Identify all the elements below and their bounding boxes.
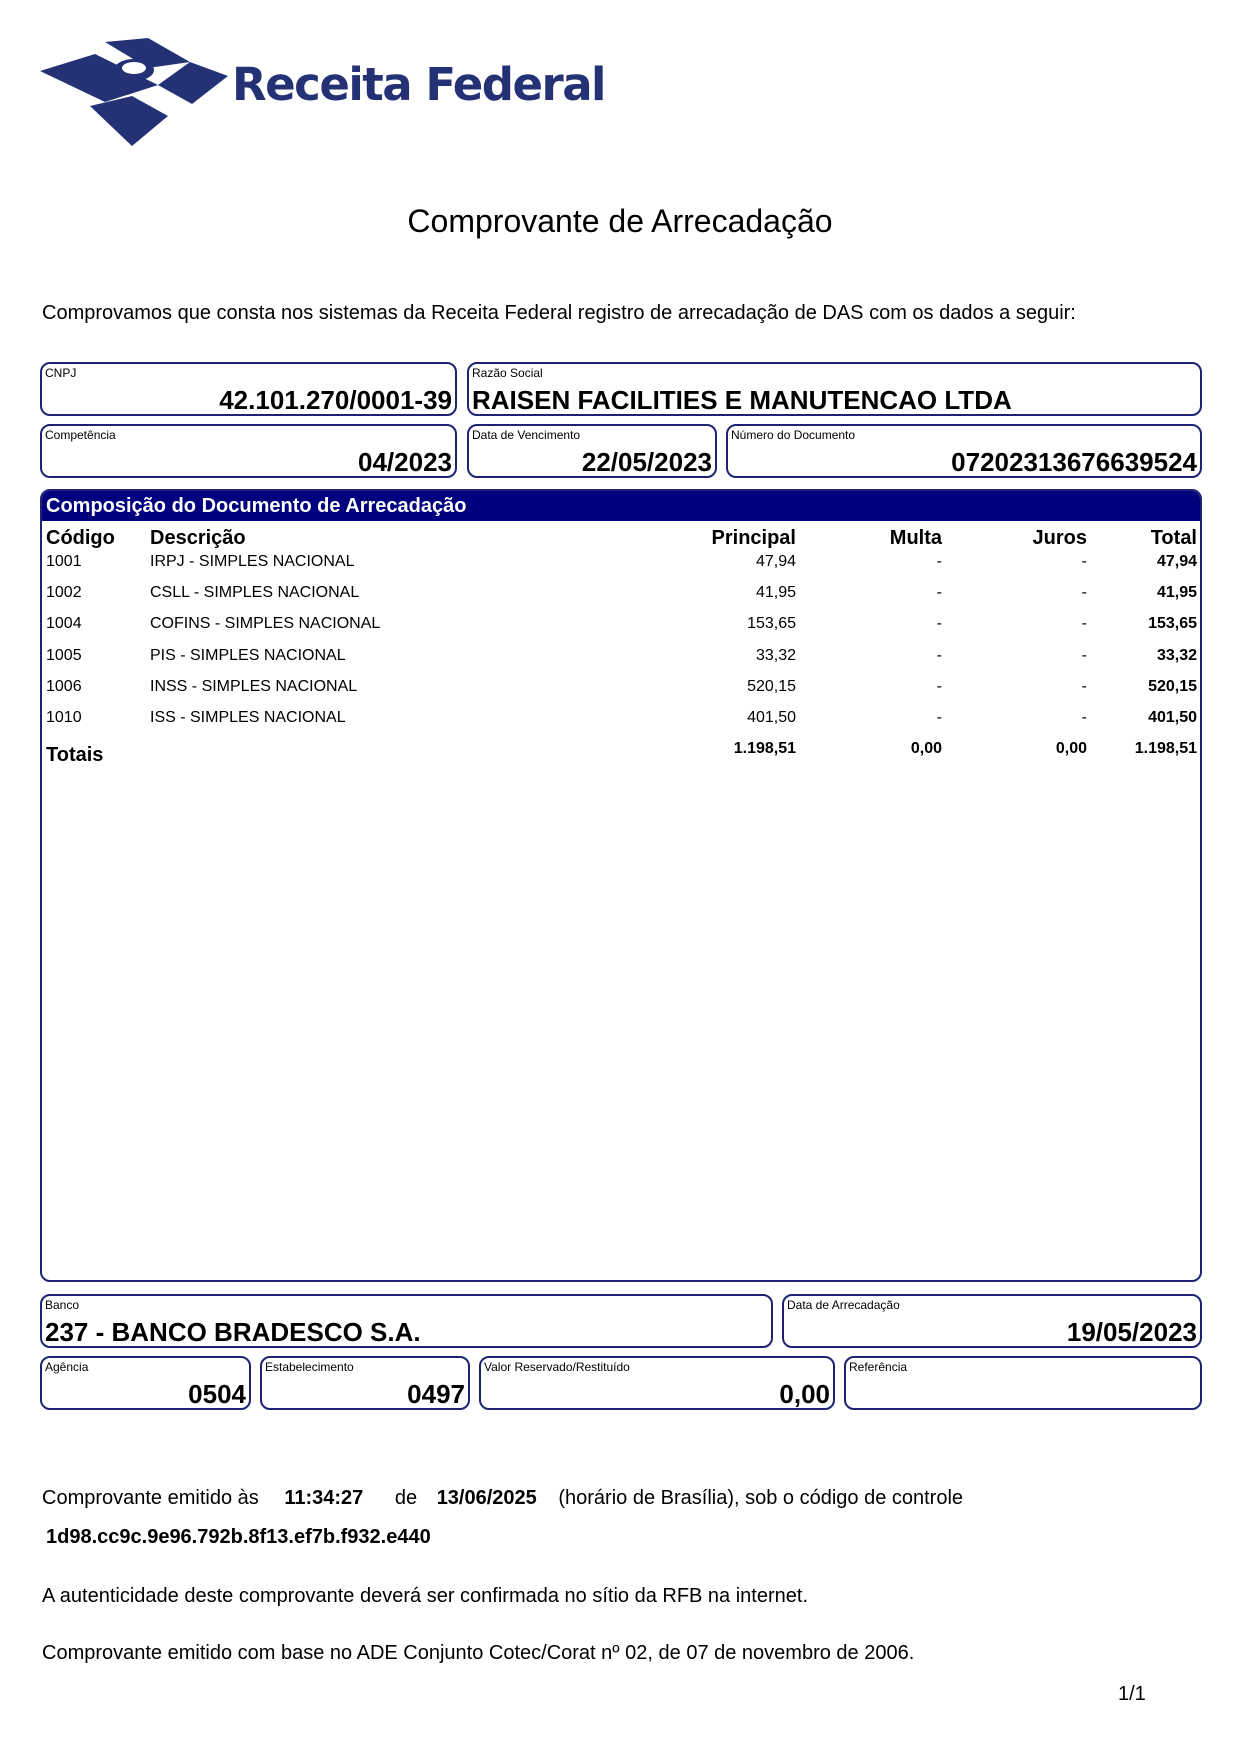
row-juros: - — [1081, 584, 1087, 602]
valor-reservado-label: Valor Reservado/Restituído — [484, 1360, 630, 1374]
row-principal: 33,32 — [755, 646, 796, 664]
cnpj-label: CNPJ — [45, 366, 77, 380]
estabelecimento-label: Estabelecimento — [265, 1360, 354, 1374]
totais-multa: 0,00 — [910, 740, 942, 757]
header-codigo: Código — [46, 527, 115, 549]
agencia-field — [40, 1356, 251, 1410]
header-principal: Principal — [711, 527, 796, 549]
row-principal: 47,94 — [755, 553, 796, 570]
row-multa: - — [936, 553, 942, 570]
totais-total: 1.198,51 — [1134, 740, 1197, 757]
razao-social-field — [467, 362, 1202, 416]
row-codigo: 1002 — [46, 584, 82, 602]
row-descricao: IRPJ - SIMPLES NACIONAL — [150, 553, 355, 570]
row-juros: - — [1081, 646, 1087, 664]
codigo-controle: 1d98.cc9c.9e96.792b.8f13.ef7b.f932.e440 — [46, 1526, 431, 1548]
composicao-title: Composição do Documento de Arrecadação — [42, 491, 1200, 521]
numero-documento-field — [726, 424, 1202, 478]
numero-documento-value: 07202313676639524 — [951, 447, 1197, 477]
emissao-suffix: (horário de Brasília), sob o código de controle — [558, 1487, 964, 1509]
data-arrecadacao-field — [782, 1294, 1202, 1348]
vencimento-label: Data de Vencimento — [472, 428, 581, 442]
banco-label: Banco — [45, 1298, 80, 1312]
page-title: Comprovante de Arrecadação — [407, 203, 833, 239]
row-principal: 520,15 — [747, 677, 796, 695]
vencimento-value: 22/05/2023 — [581, 447, 712, 477]
row-multa: - — [936, 615, 942, 633]
row-multa: - — [936, 646, 942, 664]
cnpj-field — [40, 362, 457, 416]
row-principal: 41,95 — [755, 584, 796, 602]
vencimento-field — [467, 424, 717, 478]
row-descricao: INSS - SIMPLES NACIONAL — [150, 677, 358, 695]
base-legal-text: Comprovante emitido com base no ADE Conjunto Cotec/Corat nº 02, de 07 de novembro de 2006. — [42, 1642, 915, 1664]
row-descricao: ISS - SIMPLES NACIONAL — [150, 709, 346, 726]
header-descricao: Descrição — [150, 527, 246, 549]
competencia-field — [40, 424, 457, 478]
row-multa: - — [936, 709, 942, 726]
data-arrecadacao-value: 19/05/2023 — [1066, 1317, 1197, 1347]
brand-name: Receita Federal — [232, 58, 605, 111]
intro-text: Comprovamos que consta nos sistemas da Receita Federal registro de arrecadação de DAS com os dados a seguir: — [42, 302, 1076, 324]
valor-reservado-value: 0,00 — [779, 1379, 830, 1409]
competencia-value: 04/2023 — [358, 447, 452, 477]
numero-documento-label: Número do Documento — [731, 428, 856, 442]
row-codigo: 1006 — [46, 677, 82, 695]
header-juros: Juros — [1032, 527, 1087, 549]
emissao-line — [42, 1487, 963, 1510]
header-total: Total — [1150, 527, 1197, 549]
agencia-label: Agência — [45, 1360, 89, 1374]
row-codigo: 1005 — [46, 646, 82, 664]
row-principal: 153,65 — [747, 615, 796, 633]
data-arrecadacao-label: Data de Arrecadação — [787, 1298, 900, 1312]
estabelecimento-value: 0497 — [407, 1379, 465, 1409]
agencia-value: 0504 — [188, 1379, 246, 1409]
row-total: 401,50 — [1148, 709, 1197, 726]
referencia-label: Referência — [849, 1360, 908, 1374]
banco-field — [40, 1294, 773, 1348]
totais-principal: 1.198,51 — [733, 740, 796, 757]
page-number: 1/1 — [1118, 1683, 1146, 1705]
razao-social-label: Razão Social — [472, 366, 543, 380]
row-codigo: 1004 — [46, 615, 82, 633]
row-total: 153,65 — [1148, 615, 1197, 633]
receita-federal-logo-icon — [40, 38, 230, 150]
banco-value: 237 - BANCO BRADESCO S.A. — [45, 1317, 421, 1347]
totais-label: Totais — [46, 744, 104, 766]
row-juros: - — [1081, 709, 1087, 726]
emissao-hora: 11:34:27 — [284, 1487, 364, 1509]
receita-federal-logo — [40, 38, 605, 150]
row-multa: - — [936, 677, 942, 695]
row-codigo: 1010 — [46, 709, 82, 726]
competencia-label: Competência — [45, 428, 116, 442]
cnpj-value: 42.101.270/0001-39 — [219, 385, 452, 415]
totais-juros: 0,00 — [1055, 740, 1087, 757]
row-total: 520,15 — [1148, 677, 1197, 695]
emissao-prefix: Comprovante emitido às — [42, 1487, 259, 1509]
referencia-field — [844, 1356, 1202, 1410]
row-multa: - — [936, 584, 942, 602]
row-descricao: PIS - SIMPLES NACIONAL — [150, 646, 346, 664]
row-total: 41,95 — [1156, 584, 1197, 602]
header-multa: Multa — [889, 527, 942, 549]
valor-reservado-field — [479, 1356, 835, 1410]
row-principal: 401,50 — [747, 709, 796, 726]
row-juros: - — [1081, 615, 1087, 633]
estabelecimento-field — [260, 1356, 470, 1410]
row-total: 33,32 — [1156, 646, 1197, 664]
emissao-de: de — [394, 1487, 418, 1509]
row-descricao: COFINS - SIMPLES NACIONAL — [150, 615, 381, 633]
row-codigo: 1001 — [46, 553, 82, 570]
composicao-panel — [40, 489, 1202, 1282]
row-descricao: CSLL - SIMPLES NACIONAL — [150, 584, 360, 602]
emissao-data: 13/06/2025 — [436, 1487, 537, 1509]
row-juros: - — [1081, 677, 1087, 695]
row-juros: - — [1081, 553, 1087, 570]
autenticidade-text: A autenticidade deste comprovante deverá ser confirmada no sítio da RFB na internet. — [42, 1585, 808, 1607]
razao-social-value: RAISEN FACILITIES E MANUTENCAO LTDA — [472, 385, 1012, 415]
row-total: 47,94 — [1156, 553, 1197, 570]
